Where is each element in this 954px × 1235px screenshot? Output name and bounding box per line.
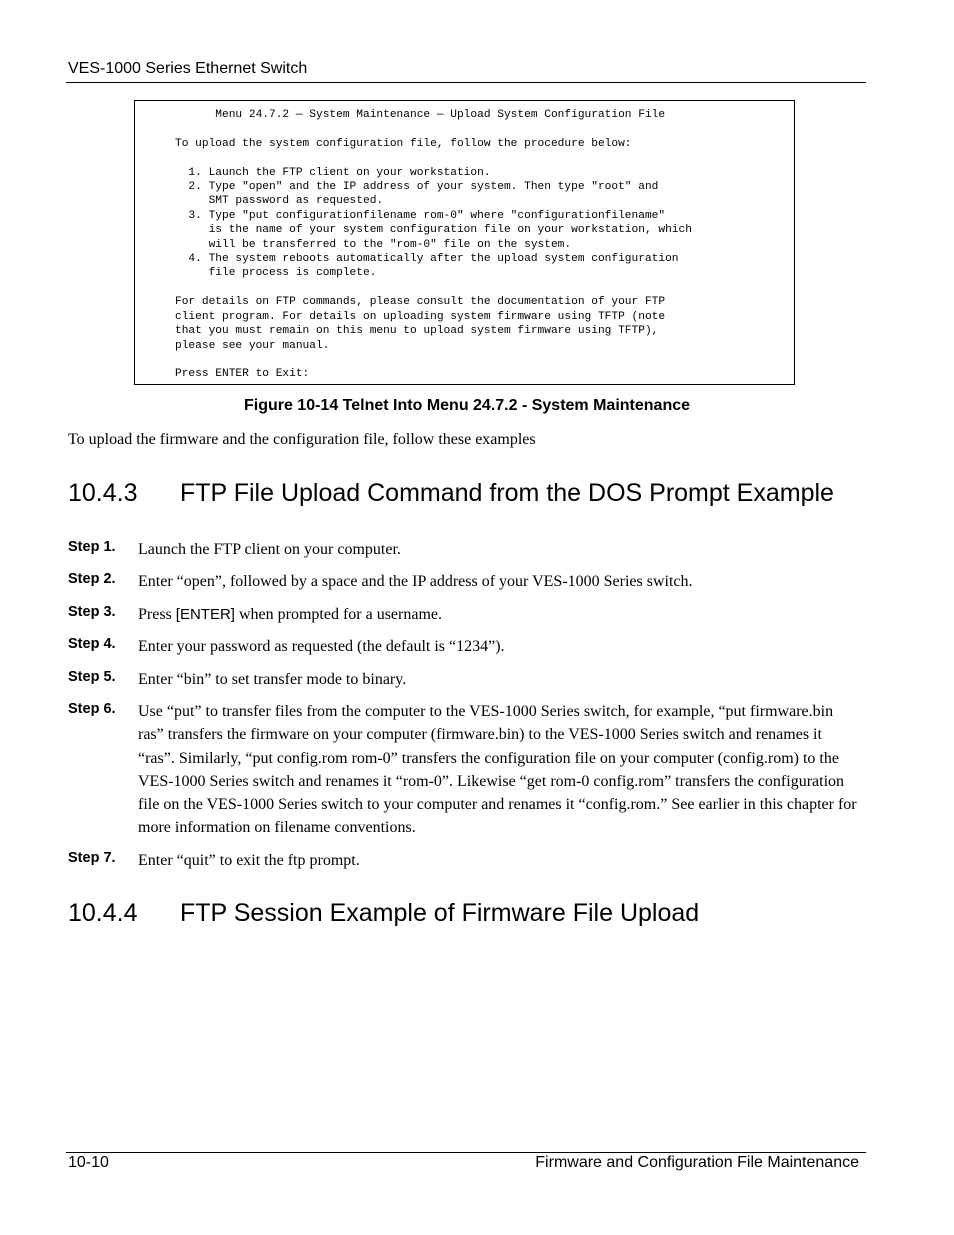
step-text-pre: Press	[138, 606, 176, 623]
step-label: Step 4.	[68, 636, 116, 652]
step-label: Step 3.	[68, 604, 116, 620]
running-header: VES-1000 Series Ethernet Switch	[68, 60, 308, 77]
chapter-title: Firmware and Configuration File Maintenance	[535, 1154, 859, 1171]
step-item	[68, 603, 858, 626]
enter-key-label: [ENTER]	[175, 606, 235, 623]
figure-caption: Figure 10-14 Telnet Into Menu 24.7.2 - System Maintenance	[243, 397, 691, 414]
step-text: Launch the FTP client on your computer.	[138, 541, 401, 558]
step-item	[68, 570, 858, 593]
step-text: Enter “quit” to exit the ftp prompt.	[138, 852, 360, 869]
section-number: 10.4.3	[68, 479, 138, 507]
page-number: 10-10	[68, 1154, 109, 1171]
step-label: Step 1.	[68, 539, 116, 555]
intro-paragraph: To upload the firmware and the configuration file, follow these examples	[68, 431, 536, 448]
step-label: Step 7.	[68, 850, 116, 866]
step-text	[138, 603, 858, 626]
step-text: Enter “bin” to set transfer mode to binary.	[138, 671, 407, 688]
step-text: Use “put” to transfer files from the computer to the VES-1000 Series switch, for example, “put firmware.bin ras” transfers the firmware on your computer (firmware.bin) to the VES-1000 Series switch and renames it “ras”. Similarly, “put config.rom rom-0” transfers the configuration file on your computer (config.rom) to the VES-1000 Series switch and renames it “rom-0”. Likewise “get rom-0 config.rom” transfers the configuration file on the VES-1000 Series switch to your computer and renames it “config.rom.” See earlier in this chapter for more information on filename conventions.	[138, 703, 857, 837]
step-label: Step 6.	[68, 701, 116, 717]
section-heading-10-4-4	[68, 899, 699, 928]
step-text: Enter your password as requested (the default is “1234”).	[138, 638, 505, 655]
section-title: FTP File Upload Command from the DOS Prompt Example	[180, 479, 834, 507]
section-title: FTP Session Example of Firmware File Upload	[180, 899, 700, 927]
step-text: Enter “open”, followed by a space and the IP address of your VES-1000 Series switch.	[138, 573, 693, 590]
footer-rule	[66, 1152, 866, 1153]
step-item	[68, 538, 858, 561]
step-item	[68, 668, 858, 691]
step-label: Step 2.	[68, 571, 116, 587]
step-text-post: when prompted for a username.	[234, 606, 443, 623]
step-item	[68, 635, 858, 658]
terminal-text: Menu 24.7.2 — System Maintenance — Upload System Configuration File To upload the system configuration file, follow the procedure below: 1. Launch the FTP client on your workstation. 2. Type "open" and the IP address of your system. Then type "root" and SMT password as requested. 3. Type "put configurationfilename rom-0" where "configurationfilename" is the name of your system configuration file on your workstation, which will be transferred to the "rom-0" file on the system. 4. The system reboots automatically after the upload system configuration file process is complete. For details on FTP commands, please consult the documentation of your FTP client program. For details on uploading system firmware using TFTP (note that you must remain on this menu to upload system firmware using TFTP), please see your manual. Press ENTER to Exit:	[175, 109, 692, 381]
step-item	[68, 849, 858, 872]
telnet-menu-screen	[134, 100, 795, 385]
step-label: Step 5.	[68, 669, 116, 685]
section-number: 10.4.4	[68, 899, 138, 927]
header-rule	[66, 82, 866, 83]
step-item	[68, 700, 858, 840]
section-heading-10-4-3	[68, 479, 834, 508]
